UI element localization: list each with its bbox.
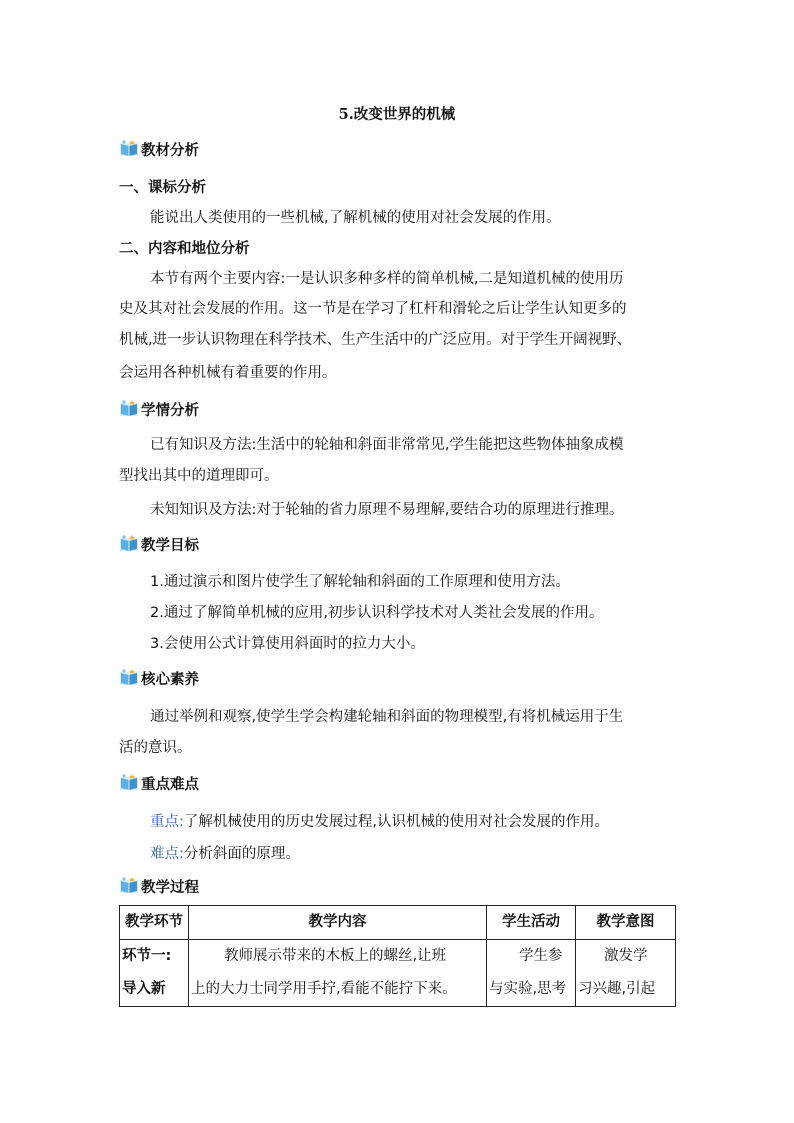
open-book-icon [119, 139, 139, 159]
goal-item: 3.会使用公式计算使用斜面时的拉力大小。 [150, 636, 425, 652]
difficulty-line [150, 842, 300, 863]
key-point-text: 了解机械使用的历史发展过程,认识机械的使用对社会发展的作用。 [183, 814, 609, 830]
section-heading-text: 教学过程 [141, 879, 199, 896]
cell-text: 教师展示带来的木板上的螺丝,让班 [224, 948, 447, 964]
paragraph-line: 未知知识及方法:对于轮轴的省力原理不易理解,要结合功的原理进行推理。 [150, 502, 624, 518]
cell-text: 上的大力士同学用手拧,看能不能拧下来。 [191, 981, 457, 997]
paragraph-line: 能说出人类使用的一些机械,了解机械的使用对社会发展的作用。 [150, 210, 561, 226]
open-book-icon [119, 399, 139, 419]
open-book-icon [119, 668, 139, 688]
open-book-icon [119, 876, 139, 896]
paragraph-line: 通过举例和观察,使学生学会构建轮轴和斜面的物理模型,有将机械运用于生 [150, 709, 624, 725]
document-title: 5.改变世界的机械 [338, 106, 456, 123]
table-cell [487, 940, 576, 1007]
paragraph-line: 会运用各种机械有着重要的作用。 [119, 365, 337, 381]
subheading-content-analysis: 二、内容和地位分析 [119, 241, 250, 257]
section-heading-student-analysis [119, 398, 199, 420]
goal-item: 1.通过演示和图片使学生了解轮轴和斜面的工作原理和使用方法。 [150, 574, 570, 590]
section-heading-text: 重点难点 [141, 776, 199, 793]
key-point-label: 重点: [150, 814, 184, 830]
section-heading-textbook-analysis [119, 138, 199, 160]
table-header-row [120, 906, 676, 940]
cell-text: 与实验,思考 [489, 981, 567, 997]
table-header-cell: 学生活动 [487, 906, 576, 940]
open-book-icon [119, 534, 139, 554]
cell-text: 导入新 [122, 981, 166, 997]
paragraph-line: 已有知识及方法:生活中的轮轴和斜面非常常见,学生能把这些物体抽象成模 [150, 437, 624, 453]
section-heading-text: 教学目标 [141, 537, 199, 554]
paragraph-line: 活的意识。 [119, 740, 192, 756]
goal-item: 2.通过了解简单机械的应用,初步认识科学技术对人类社会发展的作用。 [150, 605, 604, 621]
section-heading-text: 教材分析 [141, 142, 199, 159]
table-header-cell: 教学环节 [120, 906, 189, 940]
table-header-cell: 教学内容 [189, 906, 487, 940]
teaching-process-table [119, 905, 676, 1007]
paragraph-line: 型找出其中的道理即可。 [119, 468, 279, 484]
section-heading-text: 学情分析 [141, 402, 199, 419]
section-heading-teaching-process [119, 875, 199, 897]
difficulty-text: 分析斜面的原理。 [183, 846, 300, 862]
key-point-line [150, 810, 609, 831]
paragraph-line: 史及其对社会发展的作用。这一节是在学习了杠杆和滑轮之后让学生认知更多的 [119, 301, 627, 317]
cell-text: 环节一: [122, 948, 172, 964]
section-heading-core-literacy [119, 667, 199, 689]
section-heading-teaching-goals [119, 533, 199, 555]
section-heading-text: 核心素养 [141, 671, 199, 688]
open-book-icon [119, 773, 139, 793]
cell-text: 激发学 [604, 948, 648, 964]
cell-text: 习兴趣,引起 [578, 981, 656, 997]
paragraph-line: 本节有两个主要内容:一是认识多种多样的简单机械,二是知道机械的使用历 [150, 271, 624, 287]
difficulty-label: 难点: [150, 846, 184, 862]
section-heading-key-points [119, 772, 199, 794]
table-cell [120, 940, 189, 1007]
paragraph-line: 机械,进一步认识物理在科学技术、生产生活中的广泛应用。对于学生开阔视野、 [119, 332, 632, 348]
subheading-curriculum-analysis: 一、课标分析 [119, 180, 206, 196]
table-row [120, 940, 676, 1007]
table-cell [576, 940, 676, 1007]
table-cell [189, 940, 487, 1007]
cell-text: 学生参 [519, 948, 563, 964]
table-header-cell: 教学意图 [576, 906, 676, 940]
